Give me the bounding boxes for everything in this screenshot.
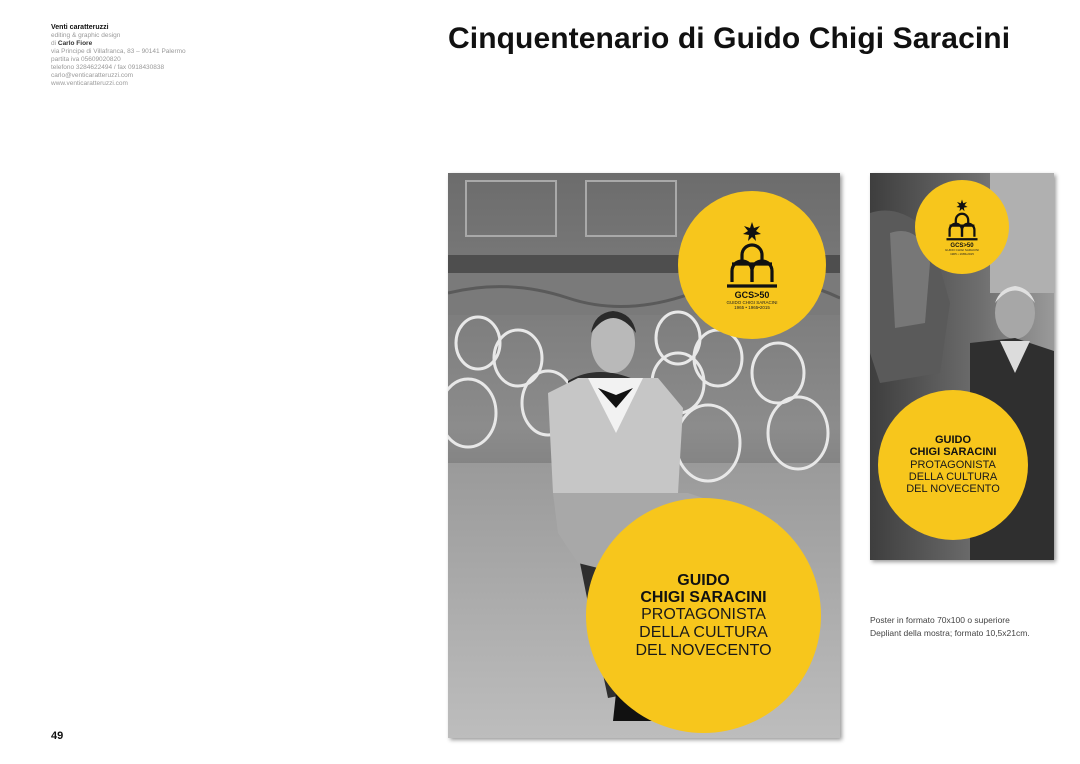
tower-logo-icon [944, 198, 980, 242]
page-number: 49 [51, 730, 64, 742]
colophon [51, 24, 251, 88]
poster-preview [448, 173, 840, 738]
poster-tag-line2: DELLA CULTURA [639, 623, 768, 641]
depliant-tag-line3: DEL NOVECENTO [906, 482, 1000, 495]
depliant-name-line1: GUIDO [934, 433, 972, 446]
studio-phone: telefono 3284622494 / fax 0918430838 [51, 64, 165, 71]
studio-author [51, 40, 251, 48]
poster-logo-text: GCS>50 [734, 289, 770, 300]
depliant-title-circle [878, 390, 1028, 540]
depliant-logo-subtitle: GUIDO CHIGI SARACINI [944, 248, 979, 253]
tower-logo-icon [723, 220, 781, 290]
poster-name-line2: CHIGI SARACINI [640, 589, 767, 607]
caption-poster: Poster in formato 70x100 o superiore [870, 615, 1010, 625]
studio-website: www.venticaratteruzzi.com [51, 80, 128, 87]
poster-tag-line1: PROTAGONISTA [641, 606, 766, 624]
poster-logo-badge [678, 191, 826, 339]
poster-logo-subtitle: GUIDO CHIGI SARACINI [726, 299, 778, 305]
author-prefix: di [51, 40, 58, 47]
depliant-logo-badge [915, 180, 1009, 274]
studio-email: carlo@venticaratteruzzi.com [51, 72, 134, 79]
poster-name-line1: GUIDO [677, 571, 730, 589]
studio-name: Venti caratteruzzi [51, 24, 109, 31]
poster-tag-line3: DEL NOVECENTO [635, 641, 772, 659]
caption-depliant: Depliant della mostra; formato 10,5x21cm. [870, 628, 1030, 638]
depliant-logo-text: GCS>50 [950, 243, 974, 250]
poster-title-circle [586, 498, 821, 733]
studio-address: via Principe di Villafranca, 83 – 90141 Palermo [51, 48, 186, 55]
depliant-tag-line2: DELLA CULTURA [908, 470, 998, 483]
poster-logo-years: 1965 • 1965•2015 [734, 305, 770, 310]
depliant-name-line2: CHIGI SARACINI [909, 445, 997, 458]
depliant-tag-line1: PROTAGONISTA [910, 458, 996, 471]
studio-tagline: editing & graphic design [51, 32, 121, 39]
studio-vat: partita iva 05609020820 [51, 56, 121, 63]
caption [870, 614, 1070, 640]
page-title: Cinquentenario di Guido Chigi Saracini [448, 22, 1011, 55]
author-name: Carlo Fiore [57, 40, 93, 47]
depliant-preview [870, 173, 1054, 560]
depliant-logo-years: 1965 • 1965•2015 [950, 251, 974, 256]
